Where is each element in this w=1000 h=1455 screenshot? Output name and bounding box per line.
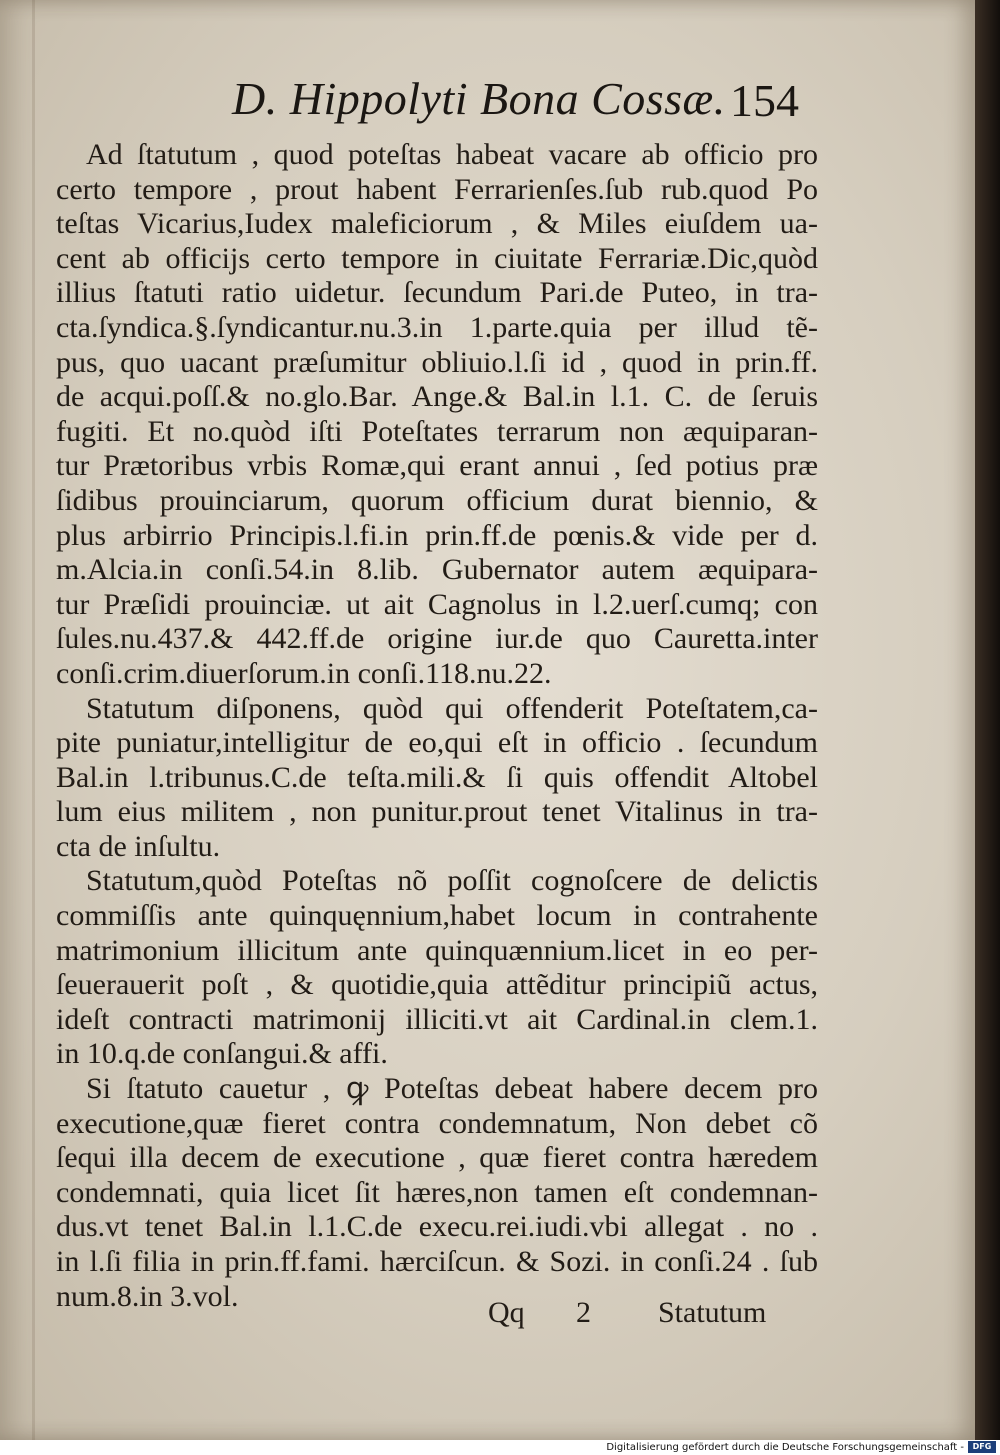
text-line: matrimonium illicitum ante quinquænnium.licet in eo per-	[56, 933, 818, 967]
text-line: ſules.nu.437.& 442.ff.de origine iur.de quo Cauretta.inter	[56, 622, 818, 656]
text-line: lum eius militem , non punitur.prout tenet Vitalinus in tra-	[56, 795, 818, 829]
text-line: condemnati, quia licet ſit hæres,non tamen eſt condemnan-	[56, 1175, 818, 1209]
page-fold-shadow	[32, 0, 35, 1440]
text-line: tur Prӕſidi prouinciæ. ut ait Cagnolus in l.2.uerſ.cumq; con	[56, 587, 818, 621]
text-line: dus.vt tenet Bal.in l.1.C.de execu.rei.iudi.vbi allegat . no .	[56, 1210, 818, 1244]
text-line: certo tempore , prout habent Ferrarienſes.ſub rub.quod Po	[56, 172, 818, 206]
text-line: ſequi illa decem de executione , quæ fieret contra hæredem	[56, 1141, 818, 1175]
text-line: pite puniatur,intelligitur de eo,qui eſt in officio . ſecundum	[56, 726, 818, 760]
scan-footer	[0, 1440, 1000, 1455]
text-line: tur Prætoribus vrbis Romæ,qui erant annui , ſed potius præ	[56, 449, 818, 483]
text-line: cent ab officijs certo tempore in ciuitate Ferrariæ.Dic,quòd	[56, 241, 818, 275]
text-line: ideſt contracti matrimonij illiciti.vt ait Cardinal.in clem.1.	[56, 1002, 818, 1036]
paragraph	[56, 692, 818, 865]
dfg-logo-icon: DFG	[968, 1441, 996, 1453]
text-line: commiſſis ante quinquęnnium,habet locum in contrahente	[56, 899, 818, 933]
text-line: plus arbirrio Principis.l.fi.in prin.ff.de pœnis.& vide per d.	[56, 518, 818, 552]
text-line: cta de inſultu.	[56, 829, 221, 863]
funding-credit: Digitalisierung gefördert durch die Deutsche Forschungsgemeinschaft -	[606, 1442, 964, 1453]
text-line: Bal.in l.tribunus.C.de teſta.mili.& ſi quis offendit Altobel	[56, 760, 818, 794]
text-line: in l.ſi filia in prin.ff.fami. hærciſcun. & Sozi. in conſi.24 . ſub	[56, 1245, 818, 1278]
text-block	[56, 138, 818, 1314]
text-line: illius ſtatuti ratio uidetur. ſecundum Pari.de Puteo, in tra-	[56, 276, 818, 310]
text-line: ſidibus prouinciarum, quorum officium durat biennio, &	[56, 483, 818, 517]
signature-mark: Qq	[488, 1296, 525, 1329]
text-line: in 10.q.de conſangui.& affi.	[56, 1037, 388, 1071]
text-line: conſi.crim.diuerſorum.in conſi.118.nu.22.	[56, 656, 552, 690]
text-line: m.Alcia.in conſi.54.in 8.lib. Gubernator autem æquipara-	[56, 553, 818, 587]
paragraph	[56, 138, 818, 692]
text-line: pus, quo uacant præſumitur obliuio.l.ſi id , quod in prin.ff.	[56, 345, 818, 379]
text-line: Statutum,quòd Poteſtas nõ poſſit cognoſcere de delictis	[86, 864, 818, 898]
text-line: executione,quæ fieret contra condemnatum, Non debet cõ	[56, 1106, 818, 1140]
paragraph	[56, 864, 818, 1072]
text-line: de acqui.poſſ.& no.glo.Bar. Ange.& Bal.in l.1. C. de ſeruis	[56, 380, 818, 414]
catchword: Statutum	[658, 1296, 767, 1329]
text-line: Si ſtatuto cauetur , ꝙ Poteſtas debeat habere decem pro	[86, 1072, 818, 1106]
text-line: fugiti. Et no.quòd iſti Poteſtates terrarum non æquiparan-	[56, 414, 818, 448]
signature-number: 2	[576, 1296, 591, 1329]
paragraph	[56, 1072, 818, 1314]
text-line: Statutum diſponens, quòd qui offenderit Poteſtatem,ca-	[86, 691, 818, 725]
scan-edge	[975, 0, 1000, 1440]
text-line: ſeuerauerit poſt , & quotidie,quia attẽditur principiũ actus,	[56, 968, 818, 1002]
text-line: cta.ſyndica.§.ſyndicantur.nu.3.in 1.parte.quia per illud tẽ-	[56, 310, 818, 344]
folio-number: 154	[730, 75, 799, 126]
text-line: num.8.in 3.vol.	[56, 1279, 239, 1313]
text-line: Ad ſtatutum , quod poteſtas habeat vacare ab officio pro	[86, 138, 818, 171]
running-title: D. Hippolyti Bona Cossæ.	[232, 73, 726, 124]
text-line: teſtas Vicarius,Iudex maleficiorum , & Miles eiuſdem ua-	[56, 207, 818, 241]
